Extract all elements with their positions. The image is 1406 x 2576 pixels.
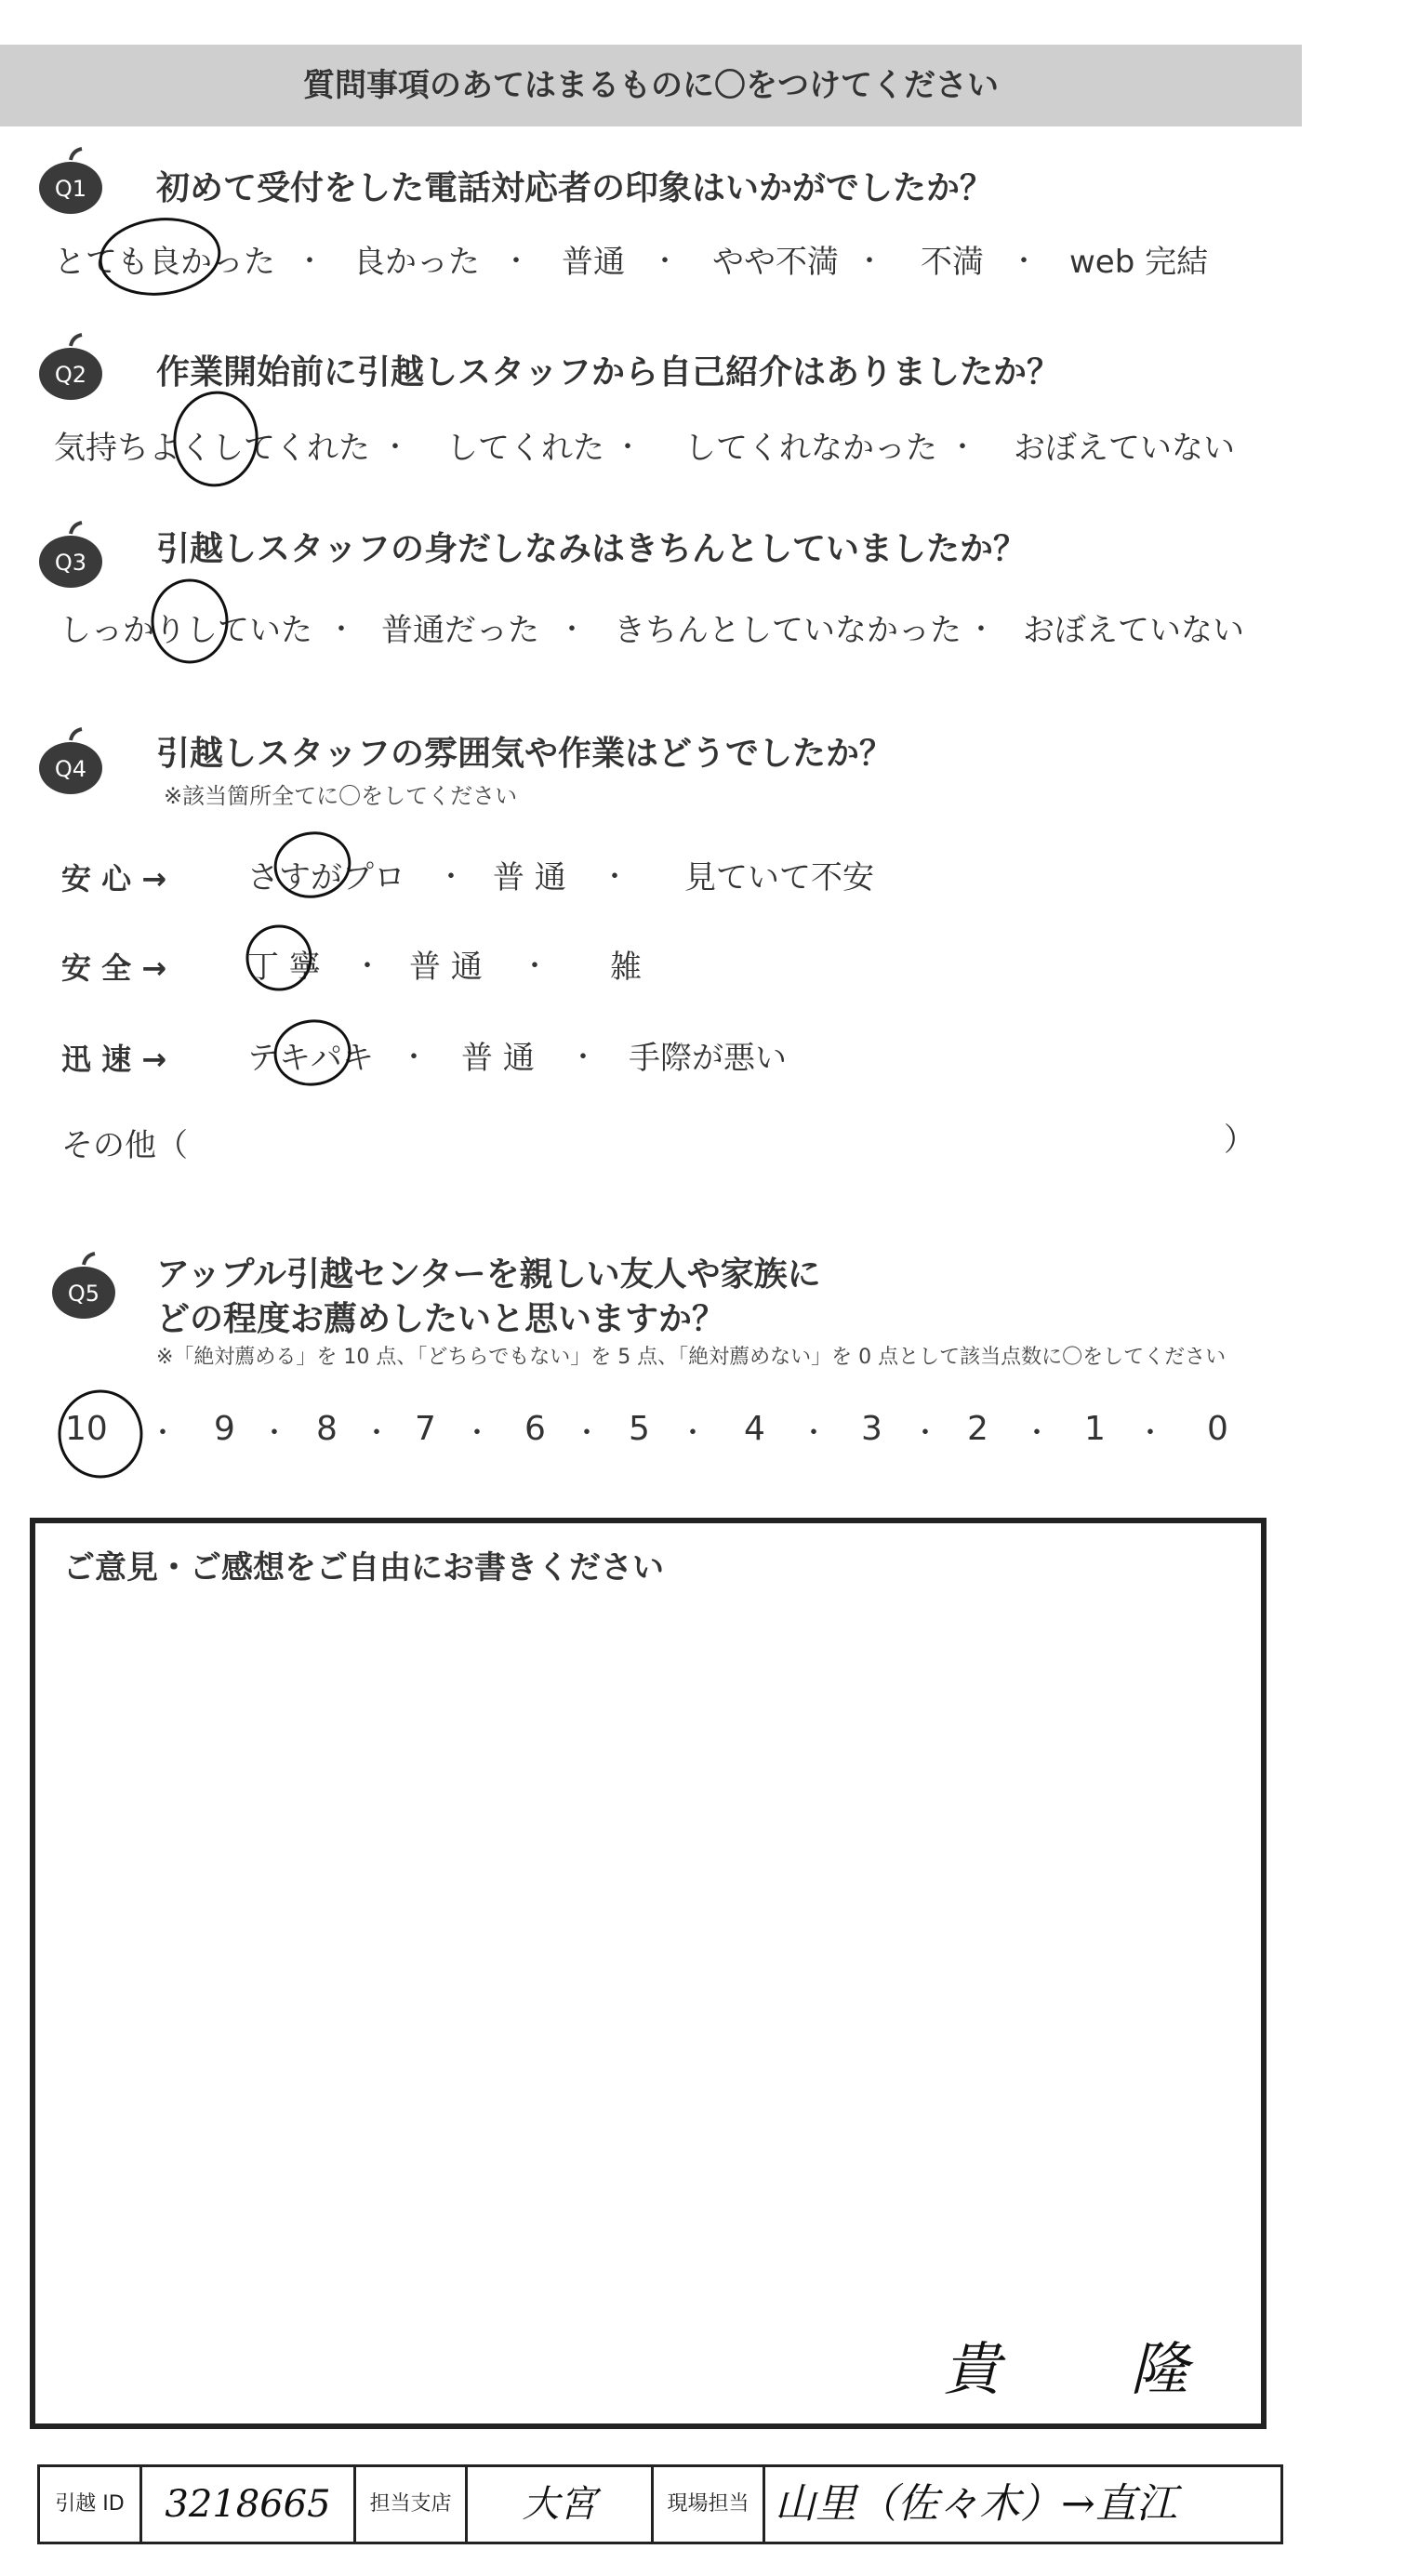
q3-option[interactable]: おぼえていない [1023, 612, 1244, 649]
q5-question-line2: どの程度お薦めしたいと思いますか？ [156, 1300, 726, 1338]
footer-staff-value: 山里（佐々木）→直江 [775, 2480, 1177, 2528]
q5-question-line1: アップル引越センターを親しい友人や家族に [156, 1255, 821, 1294]
q3-option[interactable]: きちんとしていなかった [614, 612, 962, 649]
q4-option[interactable]: 普 通 [493, 859, 566, 896]
q4-option[interactable]: 普 通 [461, 1040, 535, 1077]
svg-text:Q2: Q2 [54, 362, 87, 388]
apple-badge-icon [35, 333, 106, 404]
apple-badge-icon [35, 727, 106, 798]
q4-option[interactable]: 見ていて不安 [684, 859, 874, 896]
apple-badge-icon [35, 521, 106, 591]
q1-options [54, 236, 275, 282]
q1-option[interactable]: 普通 [562, 244, 625, 281]
separator-dot: ・ [856, 246, 883, 278]
score-option[interactable]: 0 [1207, 1410, 1228, 1448]
q4-row-label: 安 全 → [61, 950, 167, 986]
separator-dot: ・ [353, 950, 381, 983]
footer-id-value: 3218665 [142, 2467, 356, 2542]
footer-id-label: 引越 ID [40, 2467, 142, 2542]
q5-note: ※「絶対薦める」を 10 点、「どちらでもない」を 5 点、「絶対薦めない」を 0 点として該当点数に〇をしてください [156, 1346, 1227, 1369]
score-option[interactable]: 2 [967, 1410, 988, 1448]
footer-branch-label: 担当支店 [356, 2467, 468, 2542]
svg-text:Q5: Q5 [67, 1281, 100, 1307]
q3-option[interactable]: しっかりしていた [60, 612, 312, 649]
q5-score-row [65, 1410, 1246, 1466]
q2-option[interactable]: してくれた [446, 430, 604, 467]
q1-option[interactable]: 不満 [921, 244, 984, 281]
q5-badge [48, 1252, 119, 1326]
separator-dot: ・ [1010, 246, 1038, 278]
q4-option[interactable]: 普 通 [409, 949, 483, 986]
q2-option[interactable]: してくれなかった [684, 430, 937, 467]
separator-dot: ・ [614, 432, 642, 464]
q1-option[interactable]: 良かった [353, 244, 480, 281]
separator-dot: ・ [573, 1417, 601, 1450]
separator-dot: ・ [1136, 1417, 1164, 1450]
separator-dot: ・ [911, 1417, 939, 1450]
q4-note: ※該当箇所全てに〇をしてください [164, 783, 518, 809]
separator-dot: ・ [967, 614, 995, 646]
header-title: 質問事項のあてはまるものに〇をつけてください [303, 67, 999, 104]
q4-option[interactable]: 手際が悪い [629, 1040, 787, 1077]
q2-option[interactable]: おぼえていない [1014, 430, 1235, 467]
separator-dot: ・ [260, 1417, 288, 1450]
q3-option[interactable]: 普通だった [381, 612, 539, 649]
score-option[interactable]: 7 [415, 1410, 436, 1448]
q1-badge [35, 147, 106, 221]
separator-dot: ・ [502, 246, 530, 278]
footer-staff-label: 現場担当 [654, 2467, 765, 2542]
separator-dot: ・ [296, 246, 324, 278]
q1-question: 初めて受付をした電話対応者の印象はいかがでしたか？ [156, 169, 994, 207]
q2-question: 作業開始前に引越しスタッフから自己紹介はありましたか？ [156, 353, 1061, 392]
separator-dot: ・ [521, 950, 549, 983]
score-option[interactable]: 6 [524, 1410, 546, 1448]
svg-text:Q4: Q4 [54, 756, 87, 782]
footer-branch-value: 大宮 [468, 2467, 654, 2542]
q4-option[interactable]: 丁 寧 [247, 949, 321, 986]
score-option[interactable]: 4 [744, 1410, 765, 1448]
q4-other-close: ） [1224, 1122, 1255, 1159]
svg-text:Q1: Q1 [54, 176, 87, 202]
q4-option[interactable]: テキパキ [247, 1040, 374, 1077]
score-option[interactable]: 8 [316, 1410, 338, 1448]
q4-question: 引越しスタッフの雰囲気や作業はどうでしたか？ [156, 735, 894, 773]
q4-row-label: 安 心 → [61, 861, 167, 896]
q2-option[interactable]: 気持ちよくしてくれた [54, 430, 370, 467]
q4-option[interactable]: さすがプロ [247, 859, 405, 896]
separator-dot: ・ [558, 614, 586, 646]
separator-dot: ・ [327, 614, 355, 646]
apple-badge-icon [48, 1252, 119, 1322]
q4-row-label: 迅 速 → [61, 1042, 167, 1077]
separator-dot: ・ [463, 1417, 491, 1450]
score-option[interactable]: 9 [214, 1410, 235, 1448]
q2-badge [35, 333, 106, 407]
score-option[interactable]: 5 [629, 1410, 650, 1448]
separator-dot: ・ [601, 861, 629, 894]
score-option[interactable]: 10 [65, 1410, 108, 1448]
q3-question: 引越しスタッフの身だしなみはきちんとしていましたか？ [156, 530, 1028, 568]
q4-badge [35, 727, 106, 802]
separator-dot: ・ [800, 1417, 828, 1450]
separator-dot: ・ [400, 1042, 428, 1074]
footer-table [37, 2464, 1283, 2544]
score-option[interactable]: 3 [861, 1410, 882, 1448]
separator-dot: ・ [381, 432, 409, 464]
q4-option[interactable]: 雑 [610, 949, 642, 986]
apple-badge-icon [35, 147, 106, 218]
q1-option[interactable]: やや不満 [712, 244, 839, 281]
q1-option[interactable]: とても良かった [54, 244, 275, 281]
q3-badge [35, 521, 106, 595]
separator-dot: ・ [437, 861, 465, 894]
separator-dot: ・ [679, 1417, 707, 1450]
comment-box[interactable] [30, 1518, 1267, 2429]
q1-option[interactable]: web 完結 [1069, 244, 1209, 281]
separator-dot: ・ [569, 1042, 597, 1074]
signature: 貴 隆 [943, 2335, 1244, 2403]
svg-text:Q3: Q3 [54, 550, 87, 576]
separator-dot: ・ [651, 246, 679, 278]
separator-dot: ・ [149, 1417, 177, 1450]
comment-title: ご意見・ご感想をご自由にお書きください [63, 1549, 664, 1587]
score-option[interactable]: 1 [1084, 1410, 1106, 1448]
q4-other-label: その他（ [61, 1127, 188, 1164]
separator-dot: ・ [363, 1417, 391, 1450]
separator-dot: ・ [948, 432, 976, 464]
separator-dot: ・ [1023, 1417, 1051, 1450]
